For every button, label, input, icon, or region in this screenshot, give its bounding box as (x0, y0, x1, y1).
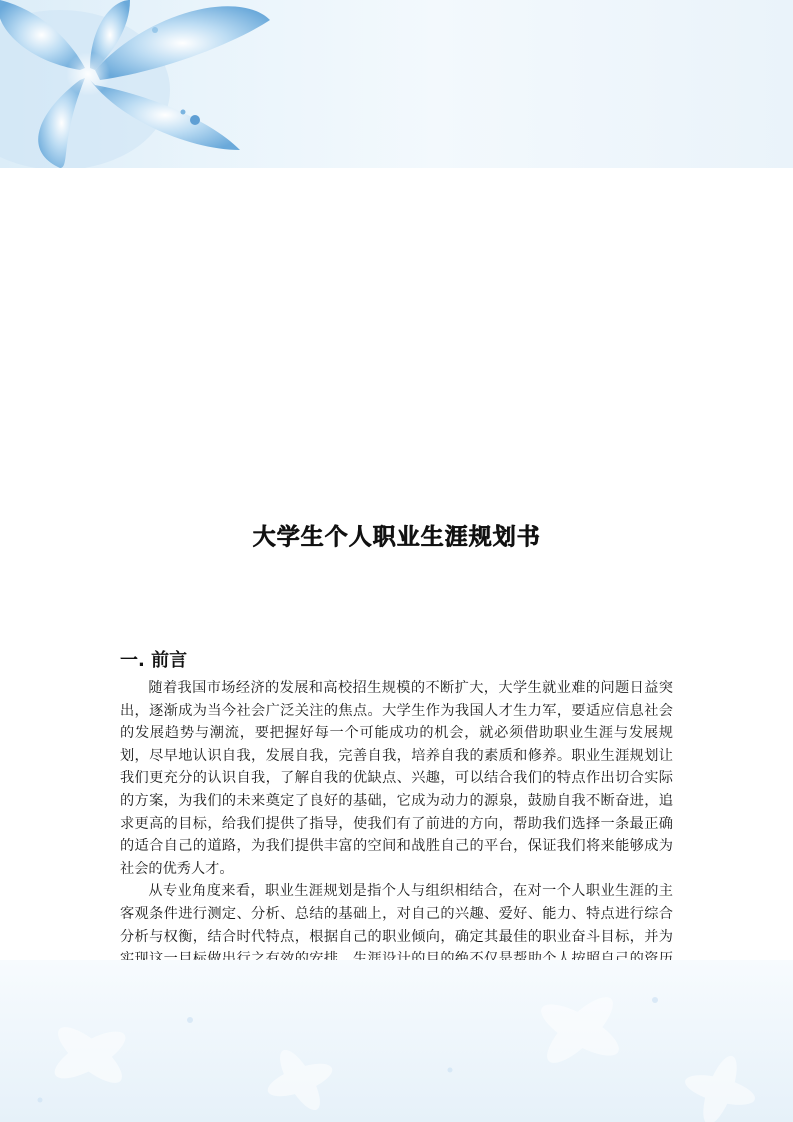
paragraph: 从专业角度来看，职业生涯规划是指个人与组织相结合，在对一个人职业生涯的主客观条件进行测定、分析、总结的基础上，对自己的兴趣、爱好、能力、特点进行综合分析与权衡，结合时代特点，根据自己的职业倾向，确定其最佳的职业奋斗目标，并为 (120, 883, 673, 945)
flower-illustration (0, 0, 793, 168)
header-flower-banner (0, 0, 793, 168)
document-title: 大学生个人职业生涯规划书 (252, 524, 541, 550)
flower-pattern-illustration (0, 960, 793, 1122)
paragraph: 随着我国市场经济的发展和高校招生规模的不断扩大，大学生就业难的问题日益突出，逐渐成为当今社会广泛关注的焦点。大学生作为我国人才生力军，要适应信息社会的发展趋势与潮流，要把握好每一个可能成功的机会，就必须借助职业生涯与发展规划，尽早地认识自我，发展自我，完善自我，培养自我的素质和修养。职业生涯规划让我们更充分的认识自我，了解自我的优缺点、兴趣，可以结合我们的特点作出切合实际的方案，为我们的未来奠定了良好的基础，它成为动力的源泉，鼓励自我不断奋进，追求更高的目标，给我们提供了指导，使我们有了前进的方向，帮助我们选择一条最正确的适合自己的道路，为我们提供丰富的空间和战胜自己的平台，保证我们将来能够成为社会的优秀人才。 (120, 680, 673, 877)
section-heading-preface: 一. 前言 (120, 650, 188, 671)
footer-flower-pattern (0, 960, 793, 1122)
